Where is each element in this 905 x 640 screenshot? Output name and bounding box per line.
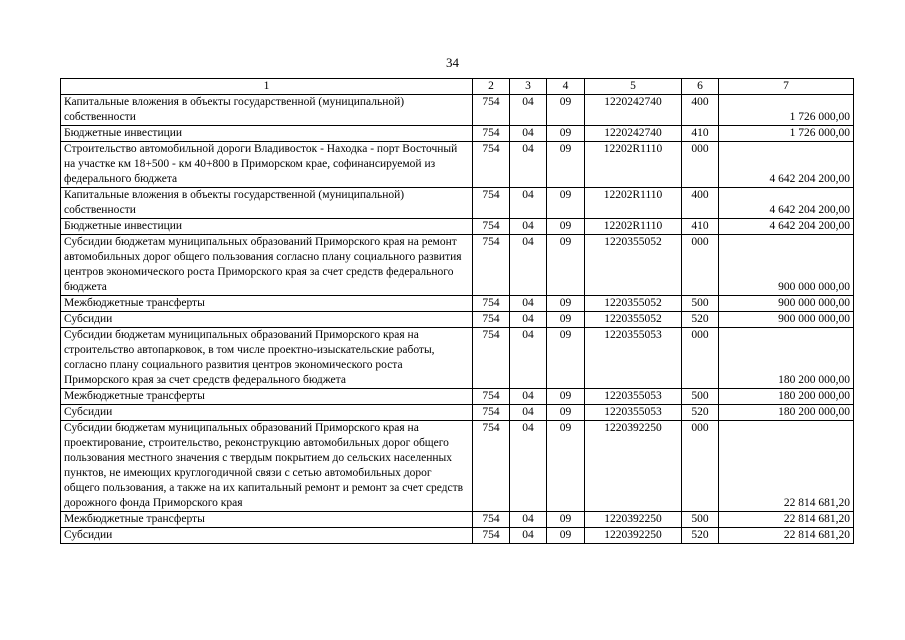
code-cell: 520: [682, 405, 719, 421]
code-cell: 12202R1110: [585, 188, 682, 219]
amount-cell: 1 726 000,00: [719, 126, 854, 142]
code-cell: 000: [682, 235, 719, 296]
code-cell: 500: [682, 512, 719, 528]
header-cell: 1: [61, 79, 473, 95]
code-cell: 400: [682, 95, 719, 126]
page-number: 34: [446, 55, 459, 70]
code-cell: 09: [547, 512, 585, 528]
code-cell: 09: [547, 219, 585, 235]
table-row: [61, 219, 854, 235]
code-cell: 09: [547, 296, 585, 312]
table-row: [61, 142, 854, 188]
amount-cell: 22 814 681,20: [719, 512, 854, 528]
code-cell: 410: [682, 126, 719, 142]
code-cell: 500: [682, 296, 719, 312]
code-cell: 754: [473, 389, 510, 405]
amount-cell: 22 814 681,20: [719, 528, 854, 544]
item-name-cell: Субсидии бюджетам муниципальных образований Приморского края на строительство автопарковок, в том числе проектно-изыскательские работы, согласно плану социального развития центров экономического роста Приморского края за счет средств федерального бюджета: [61, 328, 473, 389]
header-cell: 5: [585, 79, 682, 95]
code-cell: 410: [682, 219, 719, 235]
header-cell: 2: [473, 79, 510, 95]
code-cell: 04: [510, 219, 547, 235]
code-cell: 400: [682, 188, 719, 219]
budget-table: [60, 78, 854, 544]
amount-cell: 22 814 681,20: [719, 421, 854, 512]
code-cell: 04: [510, 296, 547, 312]
amount-cell: 900 000 000,00: [719, 235, 854, 296]
table-row: [61, 312, 854, 328]
amount-cell: 180 200 000,00: [719, 328, 854, 389]
code-cell: 754: [473, 235, 510, 296]
table-row: [61, 512, 854, 528]
item-name-cell: Межбюджетные трансферты: [61, 296, 473, 312]
code-cell: 04: [510, 405, 547, 421]
table-header-row: [61, 79, 854, 95]
amount-cell: 4 642 204 200,00: [719, 142, 854, 188]
code-cell: 04: [510, 421, 547, 512]
code-cell: 04: [510, 95, 547, 126]
code-cell: 09: [547, 142, 585, 188]
amount-cell: 900 000 000,00: [719, 312, 854, 328]
amount-cell: 180 200 000,00: [719, 389, 854, 405]
code-cell: 12202R1110: [585, 219, 682, 235]
code-cell: 1220355053: [585, 405, 682, 421]
header-cell: 4: [547, 79, 585, 95]
code-cell: 754: [473, 296, 510, 312]
header-cell: 6: [682, 79, 719, 95]
code-cell: 09: [547, 126, 585, 142]
code-cell: 04: [510, 328, 547, 389]
code-cell: 520: [682, 528, 719, 544]
code-cell: 04: [510, 142, 547, 188]
code-cell: 1220392250: [585, 528, 682, 544]
table-row: [61, 95, 854, 126]
item-name-cell: Субсидии: [61, 312, 473, 328]
code-cell: 09: [547, 328, 585, 389]
code-cell: 04: [510, 188, 547, 219]
table-row: [61, 235, 854, 296]
amount-cell: 4 642 204 200,00: [719, 188, 854, 219]
table-row: [61, 296, 854, 312]
code-cell: 754: [473, 528, 510, 544]
code-cell: 754: [473, 219, 510, 235]
code-cell: 754: [473, 421, 510, 512]
code-cell: 12202R1110: [585, 142, 682, 188]
table-row: [61, 528, 854, 544]
item-name-cell: Строительство автомобильной дороги Владивосток - Находка - порт Восточный на участке км 18+500 - км 40+800 в Приморском крае, софинансируемой из федерального бюджета: [61, 142, 473, 188]
code-cell: 754: [473, 188, 510, 219]
code-cell: 04: [510, 235, 547, 296]
table-row: [61, 126, 854, 142]
table-row: [61, 405, 854, 421]
code-cell: 1220242740: [585, 95, 682, 126]
code-cell: 1220355052: [585, 235, 682, 296]
code-cell: 09: [547, 421, 585, 512]
code-cell: 000: [682, 142, 719, 188]
code-cell: 04: [510, 512, 547, 528]
code-cell: 04: [510, 528, 547, 544]
header-cell: 3: [510, 79, 547, 95]
item-name-cell: Субсидии: [61, 405, 473, 421]
item-name-cell: Бюджетные инвестиции: [61, 126, 473, 142]
code-cell: 09: [547, 528, 585, 544]
code-cell: 000: [682, 328, 719, 389]
code-cell: 04: [510, 389, 547, 405]
code-cell: 04: [510, 126, 547, 142]
item-name-cell: Межбюджетные трансферты: [61, 389, 473, 405]
code-cell: 1220392250: [585, 421, 682, 512]
code-cell: 754: [473, 126, 510, 142]
amount-cell: 4 642 204 200,00: [719, 219, 854, 235]
code-cell: 754: [473, 512, 510, 528]
code-cell: 1220392250: [585, 512, 682, 528]
code-cell: 754: [473, 328, 510, 389]
code-cell: 754: [473, 405, 510, 421]
item-name-cell: Межбюджетные трансферты: [61, 512, 473, 528]
code-cell: 09: [547, 95, 585, 126]
item-name-cell: Субсидии: [61, 528, 473, 544]
code-cell: 09: [547, 312, 585, 328]
amount-cell: 900 000 000,00: [719, 296, 854, 312]
item-name-cell: Субсидии бюджетам муниципальных образований Приморского края на проектирование, строительство, реконструкцию автомобильных дорог общего пользования местного значения с твердым покрытием до сельских населенных пунктов, не имеющих круглогодичной связи с сетью автомобильных дорог общего пользования, а также на их капитальный ремонт и ремонт за счет средств дорожного фонда Приморского края: [61, 421, 473, 512]
table-row: [61, 389, 854, 405]
header-cell: 7: [719, 79, 854, 95]
code-cell: 09: [547, 188, 585, 219]
table-row: [61, 188, 854, 219]
code-cell: 520: [682, 312, 719, 328]
code-cell: 500: [682, 389, 719, 405]
item-name-cell: Капитальные вложения в объекты государственной (муниципальной) собственности: [61, 95, 473, 126]
table-row: [61, 328, 854, 389]
amount-cell: 180 200 000,00: [719, 405, 854, 421]
code-cell: 1220355053: [585, 389, 682, 405]
code-cell: 1220355052: [585, 312, 682, 328]
code-cell: 1220355052: [585, 296, 682, 312]
code-cell: 1220355053: [585, 328, 682, 389]
code-cell: 04: [510, 312, 547, 328]
item-name-cell: Субсидии бюджетам муниципальных образований Приморского края на ремонт автомобильных дорог общего пользования согласно плану социального развития центров экономического роста Приморского края за счет средств федерального бюджета: [61, 235, 473, 296]
code-cell: 754: [473, 142, 510, 188]
code-cell: 09: [547, 389, 585, 405]
item-name-cell: Бюджетные инвестиции: [61, 219, 473, 235]
code-cell: 000: [682, 421, 719, 512]
code-cell: 09: [547, 235, 585, 296]
code-cell: 1220242740: [585, 126, 682, 142]
amount-cell: 1 726 000,00: [719, 95, 854, 126]
code-cell: 754: [473, 312, 510, 328]
code-cell: 754: [473, 95, 510, 126]
item-name-cell: Капитальные вложения в объекты государственной (муниципальной) собственности: [61, 188, 473, 219]
code-cell: 09: [547, 405, 585, 421]
table-row: [61, 421, 854, 512]
